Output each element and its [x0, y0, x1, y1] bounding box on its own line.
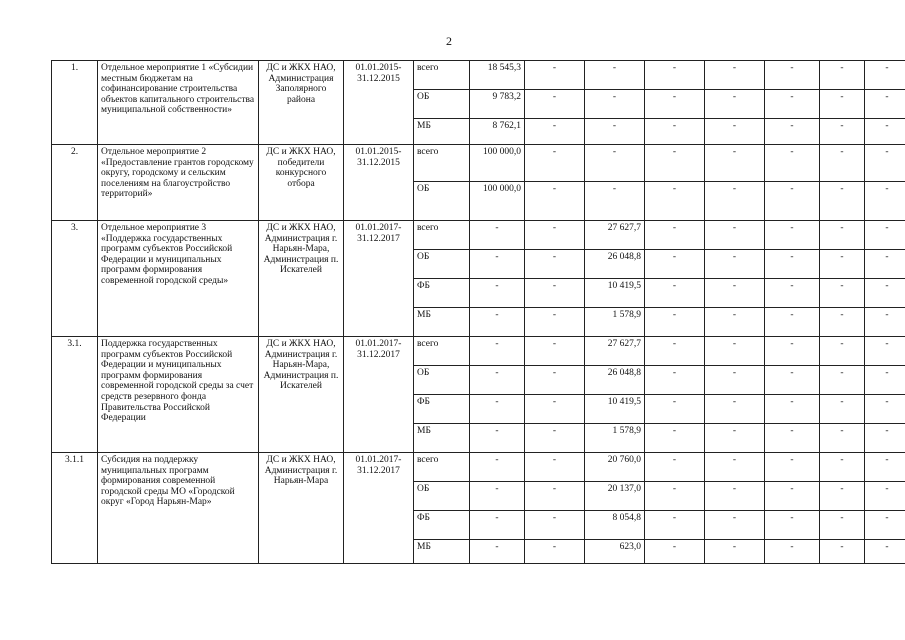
amount-cell: - [645, 511, 705, 540]
funding-source: МБ [414, 540, 470, 564]
measure-executor: ДС и ЖКХ НАО, Администрация г. Нарьян-Мара, Администрация п. Искателей [259, 337, 344, 453]
measure-period: 01.01.2017-31.12.2017 [344, 337, 414, 453]
amount-cell: - [865, 61, 905, 90]
amount-cell: - [470, 540, 525, 564]
amount-cell: - [470, 337, 525, 366]
funding-source: ОБ [414, 90, 470, 119]
amount-cell: - [645, 119, 705, 145]
funding-source: ОБ [414, 250, 470, 279]
amount-cell: 18 545,3 [470, 61, 525, 90]
amount-cell: - [820, 366, 865, 395]
amount-cell: - [585, 61, 645, 90]
amount-cell: - [820, 145, 865, 182]
funding-source: МБ [414, 119, 470, 145]
amount-cell: 1 578,9 [585, 308, 645, 337]
amount-cell: - [765, 511, 820, 540]
amount-cell: - [865, 424, 905, 453]
funding-source: ФБ [414, 279, 470, 308]
measure-name: Отдельное мероприятие 1 «Субсидии местным бюджетам на софинансирование строительства объектов капитального строительства муниципальной собственности» [98, 61, 259, 145]
funding-source: ОБ [414, 182, 470, 221]
amount-cell: - [820, 482, 865, 511]
measure-executor: ДС и ЖКХ НАО, Администрация г. Нарьян-Мара [259, 453, 344, 564]
amount-cell: 8 762,1 [470, 119, 525, 145]
amount-cell: - [820, 61, 865, 90]
amount-cell: - [645, 61, 705, 90]
funding-source: ОБ [414, 366, 470, 395]
amount-cell: - [865, 250, 905, 279]
amount-cell: 10 419,5 [585, 395, 645, 424]
amount-cell: - [765, 395, 820, 424]
amount-cell: 26 048,8 [585, 250, 645, 279]
amount-cell: - [765, 221, 820, 250]
amount-cell: - [525, 482, 585, 511]
amount-cell: - [765, 279, 820, 308]
amount-cell: - [525, 308, 585, 337]
amount-cell: - [765, 453, 820, 482]
amount-cell: 27 627,7 [585, 337, 645, 366]
amount-cell: - [820, 308, 865, 337]
amount-cell: - [705, 453, 765, 482]
amount-cell: - [705, 308, 765, 337]
amount-cell: - [705, 482, 765, 511]
measure-name: Отдельное мероприятие 3 «Поддержка государственных программ субъектов Российской Федерации и муниципальных программ формирования современной городской среды» [98, 221, 259, 337]
amount-cell: 623,0 [585, 540, 645, 564]
amount-cell: - [865, 182, 905, 221]
amount-cell: - [705, 337, 765, 366]
amount-cell: - [765, 182, 820, 221]
amount-cell: - [470, 482, 525, 511]
row-number: 3.1.1 [52, 453, 98, 564]
measure-period: 01.01.2015-31.12.2015 [344, 145, 414, 221]
amount-cell: - [525, 453, 585, 482]
amount-cell: - [645, 182, 705, 221]
amount-cell: - [645, 250, 705, 279]
amount-cell: - [705, 119, 765, 145]
amount-cell: - [470, 366, 525, 395]
amount-cell: - [525, 119, 585, 145]
amount-cell: - [820, 119, 865, 145]
amount-cell: - [645, 279, 705, 308]
funding-source: всего [414, 337, 470, 366]
amount-cell: - [865, 221, 905, 250]
amount-cell: - [525, 279, 585, 308]
amount-cell: 1 578,9 [585, 424, 645, 453]
amount-cell: - [585, 182, 645, 221]
amount-cell: - [525, 511, 585, 540]
amount-cell: - [765, 540, 820, 564]
measure-name: Отдельное мероприятие 2 «Предоставление грантов городскому округу, городскому и сельским поселениям на благоустройство территорий» [98, 145, 259, 221]
amount-cell: 100 000,0 [470, 182, 525, 221]
row-number: 3. [52, 221, 98, 337]
amount-cell: - [470, 395, 525, 424]
amount-cell: - [585, 119, 645, 145]
amount-cell: - [865, 540, 905, 564]
amount-cell: - [865, 145, 905, 182]
amount-cell: - [525, 221, 585, 250]
amount-cell: - [705, 221, 765, 250]
measure-period: 01.01.2017-31.12.2017 [344, 453, 414, 564]
amount-cell: - [820, 337, 865, 366]
amount-cell: - [820, 511, 865, 540]
funding-source: всего [414, 61, 470, 90]
measure-period: 01.01.2015-31.12.2015 [344, 61, 414, 145]
funding-source: всего [414, 453, 470, 482]
measure-executor: ДС и ЖКХ НАО, Администрация Заполярного района [259, 61, 344, 145]
amount-cell: - [865, 482, 905, 511]
amount-cell: - [705, 61, 765, 90]
table-row [52, 145, 905, 182]
amount-cell: - [645, 366, 705, 395]
measure-name: Поддержка государственных программ субъектов Российской Федерации и муниципальных программ формирования современной городской среды за счет средств резервного фонда Правительства Российской Федерации [98, 337, 259, 453]
amount-cell: - [645, 337, 705, 366]
funding-source: МБ [414, 308, 470, 337]
amount-cell: 20 137,0 [585, 482, 645, 511]
amount-cell: - [645, 424, 705, 453]
funding-source: всего [414, 221, 470, 250]
amount-cell: - [865, 279, 905, 308]
table-row [52, 337, 905, 366]
amount-cell: - [765, 482, 820, 511]
amount-cell: - [525, 424, 585, 453]
amount-cell: - [820, 424, 865, 453]
amount-cell: - [865, 366, 905, 395]
table-row [52, 453, 905, 482]
amount-cell: - [820, 279, 865, 308]
amount-cell: - [470, 308, 525, 337]
amount-cell: - [705, 395, 765, 424]
amount-cell: - [705, 182, 765, 221]
amount-cell: - [705, 424, 765, 453]
amount-cell: - [820, 250, 865, 279]
measure-name: Субсидия на поддержку муниципальных программ формирования современной городской среды МО «Городской округ «Город Нарьян-Мар» [98, 453, 259, 564]
amount-cell: - [705, 540, 765, 564]
amount-cell: - [525, 540, 585, 564]
amount-cell: - [645, 308, 705, 337]
amount-cell: - [865, 90, 905, 119]
amount-cell: - [645, 395, 705, 424]
amount-cell: - [765, 145, 820, 182]
amount-cell: - [865, 511, 905, 540]
amount-cell: 27 627,7 [585, 221, 645, 250]
amount-cell: - [765, 424, 820, 453]
funding-source: МБ [414, 424, 470, 453]
amount-cell: - [705, 145, 765, 182]
amount-cell: - [765, 250, 820, 279]
page-number: 2 [446, 34, 452, 48]
amount-cell: - [820, 221, 865, 250]
amount-cell: - [470, 511, 525, 540]
amount-cell: - [865, 119, 905, 145]
amount-cell: - [705, 90, 765, 119]
funding-source: ФБ [414, 511, 470, 540]
amount-cell: - [470, 221, 525, 250]
amount-cell: - [470, 279, 525, 308]
measure-executor: ДС и ЖКХ НАО, Администрация г. Нарьян-Мара, Администрация п. Искателей [259, 221, 344, 337]
amount-cell: - [765, 61, 820, 90]
funding-source: ФБ [414, 395, 470, 424]
row-number: 3.1. [52, 337, 98, 453]
amount-cell: 8 054,8 [585, 511, 645, 540]
funding-source: ОБ [414, 482, 470, 511]
amount-cell: - [765, 366, 820, 395]
amount-cell: - [470, 453, 525, 482]
amount-cell: - [705, 511, 765, 540]
amount-cell: - [865, 395, 905, 424]
amount-cell: - [525, 250, 585, 279]
row-number: 2. [52, 145, 98, 221]
amount-cell: - [645, 540, 705, 564]
amount-cell: - [645, 145, 705, 182]
amount-cell: - [470, 424, 525, 453]
amount-cell: - [820, 540, 865, 564]
table-row [52, 61, 905, 90]
amount-cell: - [865, 308, 905, 337]
amount-cell: - [585, 90, 645, 119]
funding-source: всего [414, 145, 470, 182]
amount-cell: - [470, 250, 525, 279]
amount-cell: - [820, 453, 865, 482]
amount-cell: - [705, 250, 765, 279]
amount-cell: - [765, 119, 820, 145]
measures-table [51, 60, 905, 564]
amount-cell: 100 000,0 [470, 145, 525, 182]
amount-cell: 26 048,8 [585, 366, 645, 395]
measure-period: 01.01.2017-31.12.2017 [344, 221, 414, 337]
amount-cell: - [525, 90, 585, 119]
table-body [52, 61, 905, 564]
amount-cell: - [820, 182, 865, 221]
amount-cell: - [525, 182, 585, 221]
amount-cell: - [705, 279, 765, 308]
amount-cell: - [645, 90, 705, 119]
amount-cell: - [525, 366, 585, 395]
measure-executor: ДС и ЖКХ НАО, победители конкурсного отбора [259, 145, 344, 221]
amount-cell: - [765, 90, 820, 119]
amount-cell: - [865, 453, 905, 482]
amount-cell: - [585, 145, 645, 182]
amount-cell: - [865, 337, 905, 366]
amount-cell: 9 783,2 [470, 90, 525, 119]
amount-cell: - [820, 90, 865, 119]
row-number: 1. [52, 61, 98, 145]
amount-cell: - [525, 395, 585, 424]
amount-cell: - [820, 395, 865, 424]
amount-cell: 10 419,5 [585, 279, 645, 308]
amount-cell: - [645, 482, 705, 511]
amount-cell: - [705, 366, 765, 395]
amount-cell: - [525, 61, 585, 90]
amount-cell: - [525, 145, 585, 182]
amount-cell: - [645, 221, 705, 250]
amount-cell: 20 760,0 [585, 453, 645, 482]
amount-cell: - [765, 308, 820, 337]
amount-cell: - [645, 453, 705, 482]
amount-cell: - [765, 337, 820, 366]
table-row [52, 221, 905, 250]
amount-cell: - [525, 337, 585, 366]
